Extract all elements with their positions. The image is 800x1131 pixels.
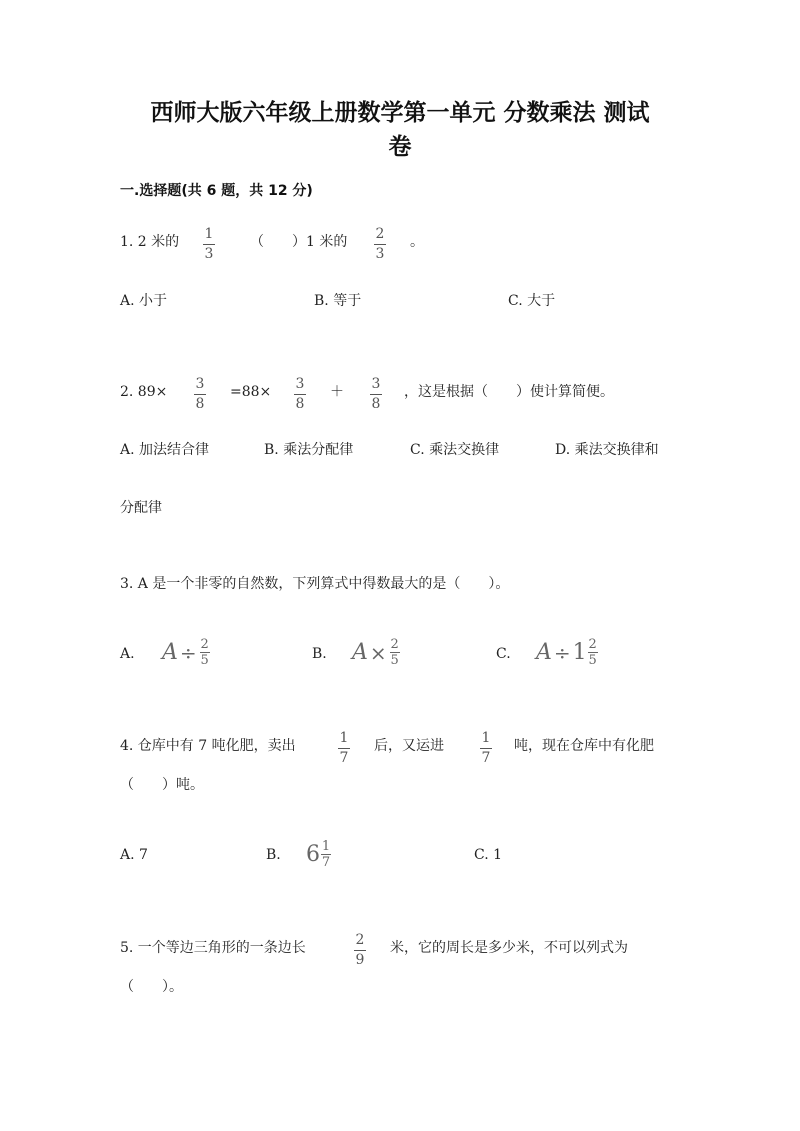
numerator: 1 bbox=[204, 226, 214, 242]
q2-plus: ＋ bbox=[330, 384, 344, 400]
q4-option-b-mixed-number bbox=[306, 840, 331, 869]
q1-text-b: （ ）1 米的 bbox=[250, 234, 348, 250]
denominator: 3 bbox=[204, 246, 214, 262]
denominator: 8 bbox=[371, 396, 381, 412]
q2-fraction-3 bbox=[370, 376, 382, 413]
denominator: 9 bbox=[355, 952, 365, 968]
q5-text-line2: （ ）。 bbox=[120, 979, 183, 995]
whole-part: 1 bbox=[572, 640, 587, 665]
q4-option-a[interactable]: A. 7 bbox=[120, 847, 148, 863]
q3-option-c-expression bbox=[536, 638, 598, 667]
q4-option-b-label[interactable]: B. bbox=[266, 847, 281, 863]
q4-text-a: 4. 仓库中有 7 吨化肥，卖出 bbox=[120, 738, 296, 754]
denominator: 7 bbox=[481, 750, 491, 766]
operator: × bbox=[369, 640, 387, 665]
numerator: 3 bbox=[195, 376, 205, 392]
q3-option-b-expression bbox=[352, 638, 400, 667]
denominator: 7 bbox=[321, 855, 331, 870]
variable: A bbox=[162, 640, 178, 665]
q2-fraction-2 bbox=[294, 376, 306, 413]
q1-fraction-1 bbox=[203, 226, 215, 263]
denominator: 3 bbox=[375, 246, 385, 262]
q2-option-a[interactable]: A. 加法结合律 bbox=[120, 442, 210, 458]
numerator: 3 bbox=[295, 376, 305, 392]
q5-text-b: 米，它的周长是多少米，不可以列式为 bbox=[390, 940, 628, 956]
q3-option-b-label[interactable]: B. bbox=[312, 646, 327, 662]
q1-fraction-2 bbox=[374, 226, 386, 263]
q2-option-c[interactable]: C. 乘法交换律 bbox=[410, 442, 500, 458]
fraction bbox=[588, 638, 598, 667]
q1-text-a: 1. 2 米的 bbox=[120, 234, 180, 250]
denominator: 7 bbox=[339, 750, 349, 766]
q3-option-a-label[interactable]: A. bbox=[120, 646, 135, 662]
q2-text-c: ，这是根据（ ）使计算简便。 bbox=[404, 384, 614, 400]
q1-option-c[interactable]: C. 大于 bbox=[508, 293, 556, 309]
numerator: 2 bbox=[390, 637, 399, 652]
operator: ÷ bbox=[553, 640, 571, 665]
numerator: 2 bbox=[588, 637, 597, 652]
numerator: 1 bbox=[321, 839, 331, 854]
denominator: 5 bbox=[588, 653, 597, 668]
q1-text-c: 。 bbox=[410, 234, 424, 250]
section-heading: 一.选择题(共 6 题，共 12 分) bbox=[120, 183, 313, 199]
fraction bbox=[321, 840, 331, 869]
numerator: 2 bbox=[355, 932, 365, 948]
denominator: 8 bbox=[195, 396, 205, 412]
whole-part: 6 bbox=[306, 842, 320, 867]
numerator: 3 bbox=[371, 376, 381, 392]
q2-fraction-1 bbox=[194, 376, 206, 413]
page-title bbox=[120, 96, 680, 164]
q3-option-a-expression bbox=[162, 638, 210, 667]
variable: A bbox=[352, 640, 368, 665]
numerator: 2 bbox=[200, 637, 209, 652]
numerator: 2 bbox=[375, 226, 385, 242]
q4-fraction-2 bbox=[480, 730, 492, 767]
denominator: 5 bbox=[390, 653, 399, 668]
fraction bbox=[200, 638, 210, 667]
q4-fraction-1 bbox=[338, 730, 350, 767]
q3-text: 3. A 是一个非零的自然数，下列算式中得数最大的是（ ）。 bbox=[120, 576, 510, 592]
q2-text-b: =88× bbox=[230, 384, 272, 400]
q2-text-a: 2. 89× bbox=[120, 384, 168, 400]
numerator: 1 bbox=[481, 730, 491, 746]
q2-option-d-wrap: 分配律 bbox=[120, 500, 162, 516]
denominator: 5 bbox=[200, 653, 209, 668]
q4-text-b: 后，又运进 bbox=[374, 738, 444, 754]
fraction bbox=[390, 638, 400, 667]
q5-fraction-1 bbox=[354, 932, 366, 969]
denominator: 8 bbox=[295, 396, 305, 412]
operator: ÷ bbox=[179, 640, 197, 665]
title-line-1: 西师大版六年级上册数学第一单元 分数乘法 测试 bbox=[150, 100, 650, 126]
q1-option-b[interactable]: B. 等于 bbox=[314, 293, 362, 309]
q2-option-d[interactable]: D. 乘法交换律和 bbox=[555, 442, 659, 458]
q2-option-b[interactable]: B. 乘法分配律 bbox=[264, 442, 354, 458]
q4-text-line2: （ ）吨。 bbox=[120, 777, 204, 793]
variable: A bbox=[536, 640, 552, 665]
title-line-2: 卷 bbox=[388, 134, 412, 160]
q4-text-c: 吨，现在仓库中有化肥 bbox=[514, 738, 654, 754]
q5-text-a: 5. 一个等边三角形的一条边长 bbox=[120, 940, 306, 956]
q3-option-c-label[interactable]: C. bbox=[496, 646, 511, 662]
q1-option-a[interactable]: A. 小于 bbox=[120, 293, 168, 309]
q4-option-c[interactable]: C. 1 bbox=[474, 847, 503, 863]
numerator: 1 bbox=[339, 730, 349, 746]
